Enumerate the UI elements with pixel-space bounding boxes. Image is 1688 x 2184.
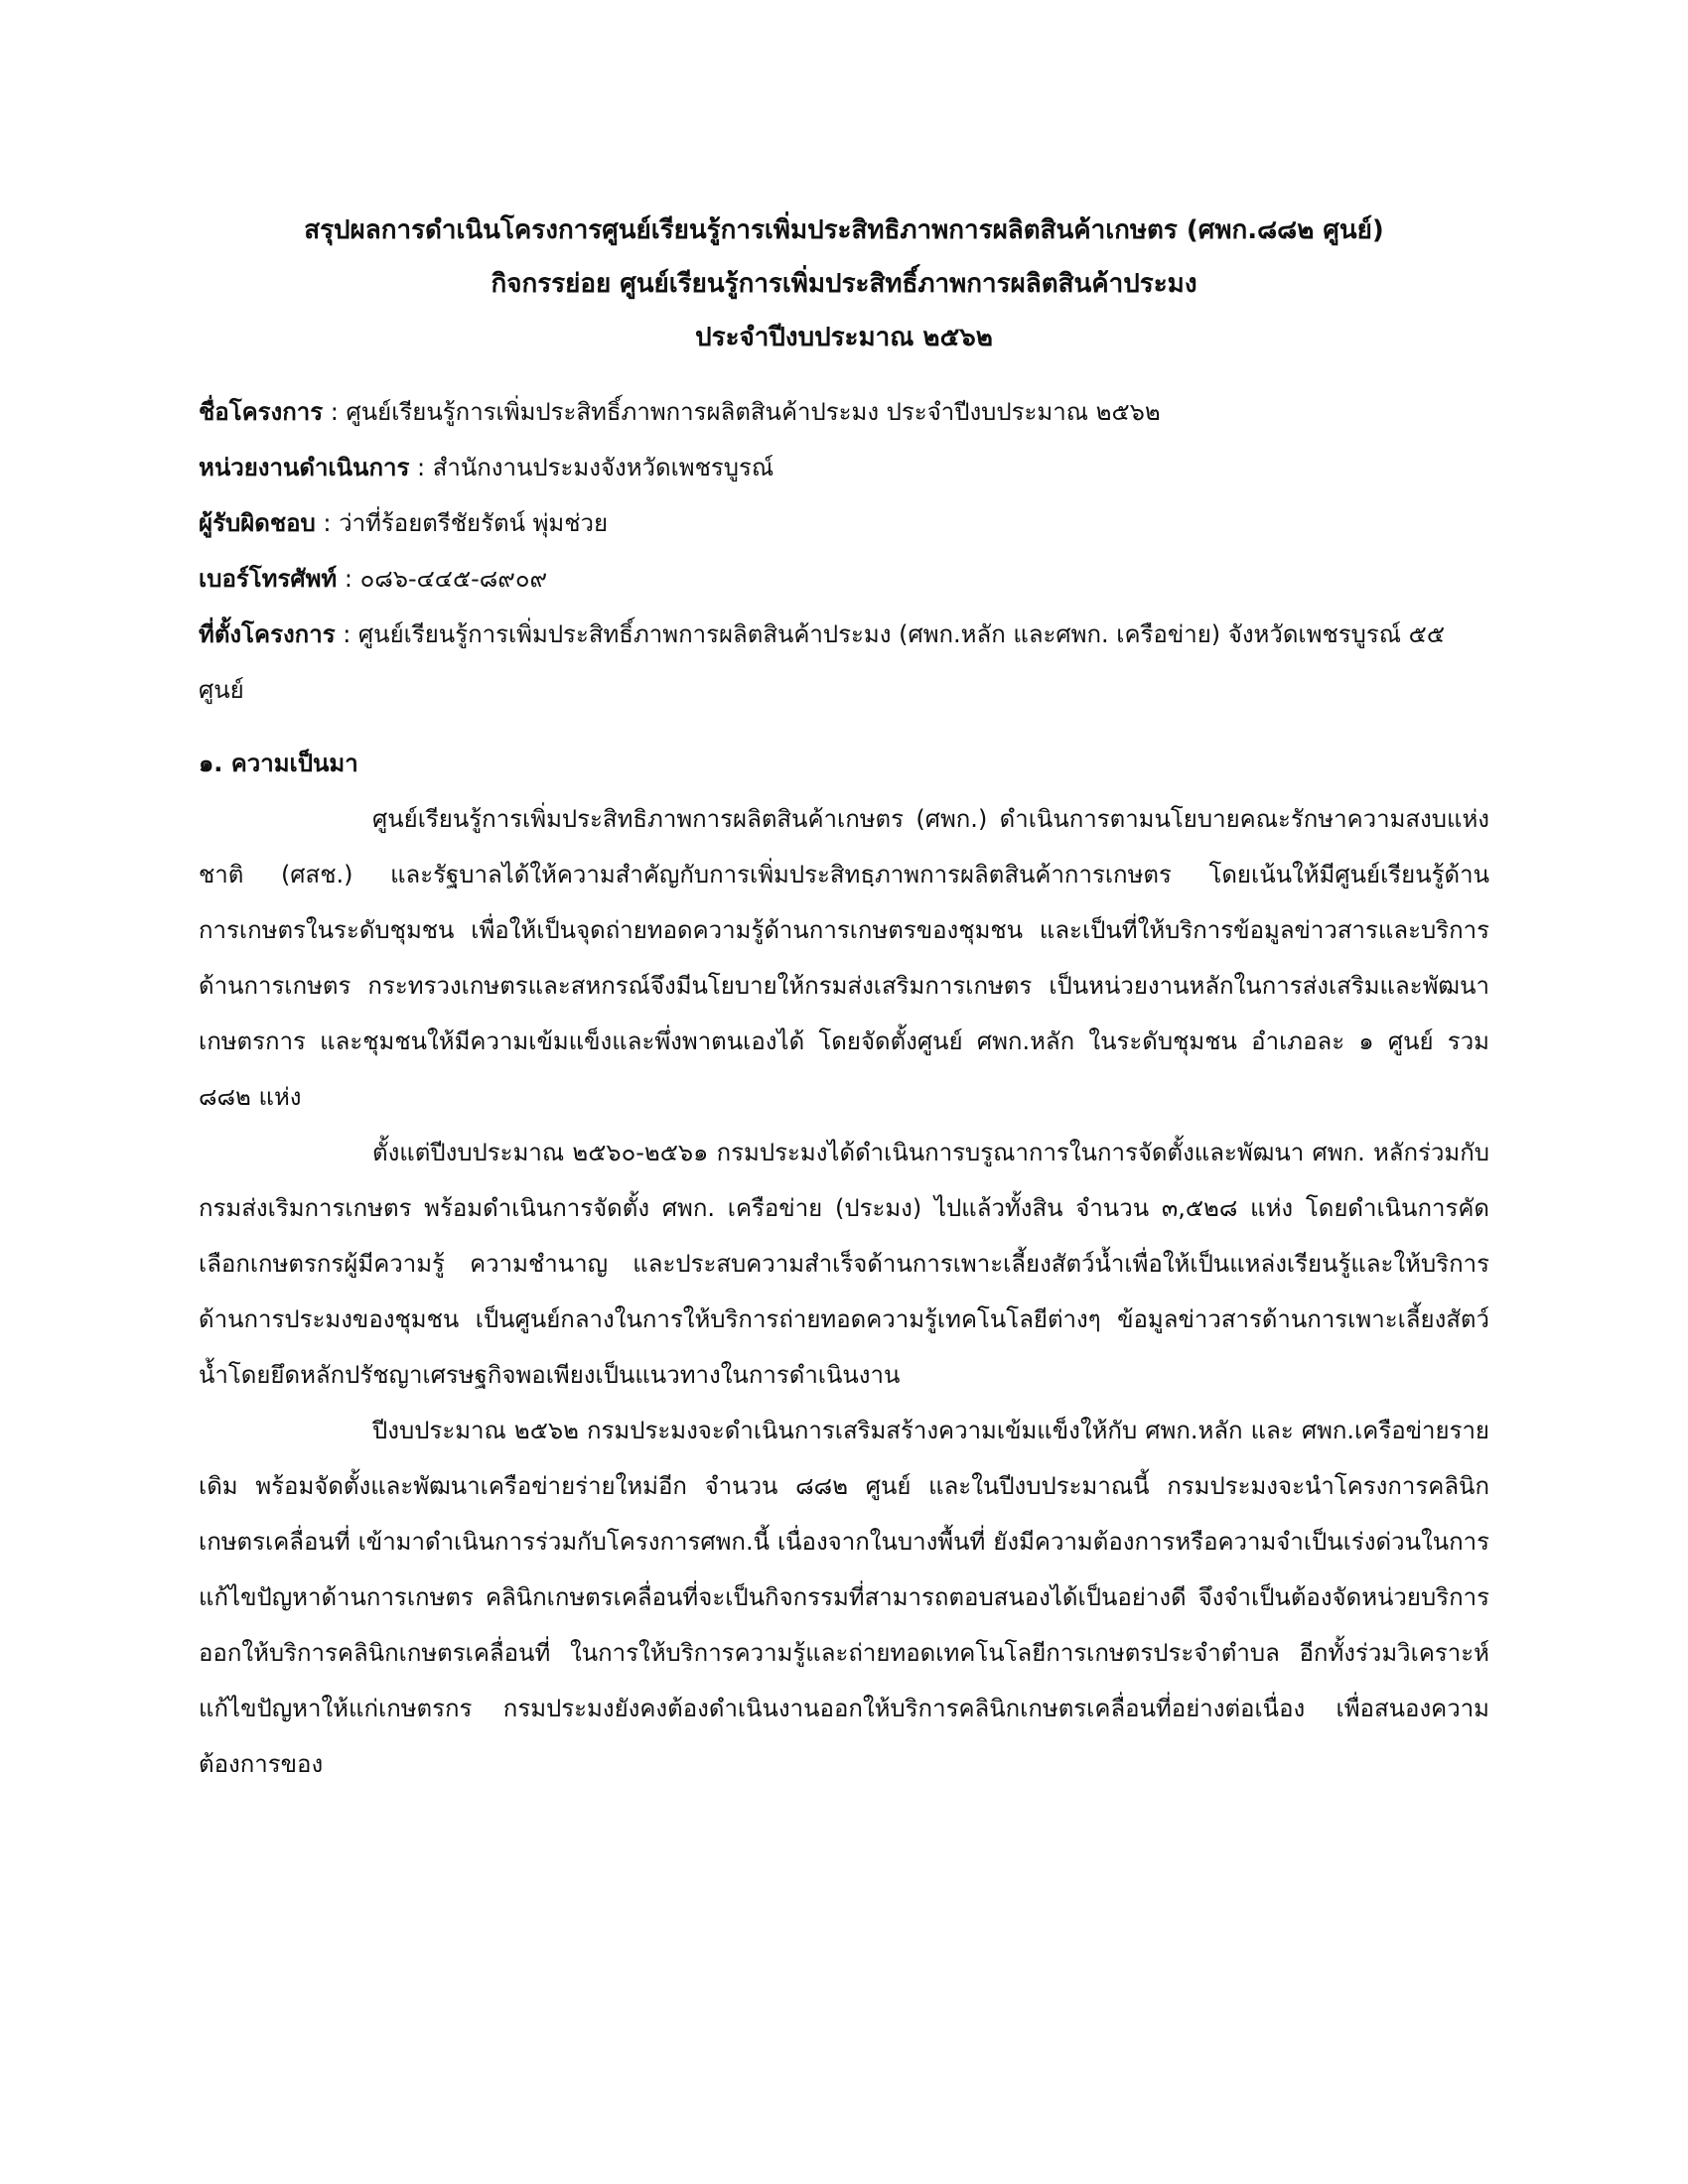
section-heading: ๑. ความเป็นมา	[199, 750, 358, 777]
phone-row	[199, 551, 1489, 607]
paragraph-2: ตั้งแต่ปีงบประมาณ ๒๕๖๐-๒๕๖๑ กรมประมงได้ดำเนินการบรูณาการในการจัดตั้งและพัฒนา ศพก. หลักร่วมกับกรมส่งเริมการเกษตร พร้อมดำเนินการจัดตั้ง ศพก. เครือข่าย (ประมง) ไปแล้วทั้งสิน จำนวน ๓,๕๒๘ แห่ง โดยดำเนินการคัดเลือกเกษตรกรผู้มีความรู้ ความชำนาญ และประสบความสำเร็จด้านการเพาะเลี้ยงสัตว์น้ำเพื่อให้เป็นแหล่งเรียนรู้และให้บริการด้านการประมงของชุมชน เป็นศูนย์กลางในการให้บริการถ่ายทอดความรู้เทคโนโลยีต่างๆ ข้อมูลข่าวสารด้านการเพาะเลี้ยงสัตว์น้ำโดยยึดหลักปรัชญาเศรษฐกิจพอเพียงเป็นแนวทางในการดำเนินงาน	[199, 1139, 1489, 1389]
title-line-3: ประจำปีงบประมาณ ๒๕๖๒	[695, 323, 993, 352]
agency-separator: :	[409, 454, 433, 481]
phone-value: ๐๘๖-๔๔๕-๘๙๐๙	[359, 565, 548, 593]
section-background	[199, 736, 1489, 1792]
project-name-value: ศูนย์เรียนรู้การเพิ่มประสิทธิ์ภาพการผลิตสินค้าประมง ประจำปีงบประมาณ ๒๕๖๒	[346, 398, 1161, 426]
agency-row	[199, 440, 1489, 495]
responsible-value: ว่าที่ร้อยตรีชัยรัตน์ พุ่มช่วย	[339, 509, 609, 537]
document-page	[199, 204, 1489, 1792]
responsible-row	[199, 495, 1489, 551]
agency-value: สำนักงานประมงจังหวัดเพชรบูรณ์	[432, 454, 774, 481]
paragraph-1: ศูนย์เรียนรู้การเพิ่มประสิทธิภาพการผลิตสินค้าเกษตร (ศพก.) ดำเนินการตามนโยบายคณะรักษาความสงบแห่งชาติ (ศสช.) และรัฐบาลได้ให้ความสำคัญกับการเพิ่มประสิทธฺภาพการผลิตสินค้าการเกษตร โดยเน้นให้มีศูนย์เรียนรู้ด้านการเกษตรในระดับชุมชน เพื่อให้เป็นจุดถ่ายทอดความรู้ด้านการเกษตรของชุมชน และเป็นที่ให้บริการข้อมูลข่าวสารและบริการด้านการเกษตร กระทรวงเกษตรและสหกรณ์จึงมีนโยบายให้กรมส่งเสริมการเกษตร เป็นหน่วยงานหลักในการส่งเสริมและพัฒนาเกษตรการ และชุมชนให้มีความเข้มแข็งและพึ่งพาตนเองได้ โดยจัดตั้งศูนย์ ศพก.หลัก ในระดับชุมชน อำเภอละ ๑ ศูนย์ รวม ๘๘๒ แห่ง	[199, 805, 1489, 1111]
document-title	[199, 204, 1489, 364]
title-line-1: สรุปผลการดำเนินโครงการศูนย์เรียนรู้การเพิ่มประสิทธิภาพการผลิตสินค้าเกษตร (ศพก.๘๘๒ ศูนย์)	[304, 215, 1384, 245]
agency-label: หน่วยงานดำเนินการ	[199, 454, 410, 481]
project-name-label: ชื่อโครงการ	[199, 398, 324, 426]
responsible-label: ผู้รับผิดชอบ	[199, 509, 316, 537]
responsible-separator: :	[315, 509, 340, 537]
paragraph-3: ปีงบประมาณ ๒๕๖๒ กรมประมงจะดำเนินการเสริมสร้างความเข้มแข็งให้กับ ศพก.หลัก และ ศพก.เครือข่ายรายเดิม พร้อมจัดตั้งและพัฒนาเครือข่ายร่ายใหม่อีก จำนวน ๘๘๒ ศูนย์ และในปีงบประมาณนี้ กรมประมงจะนำโครงการคลินิกเกษตรเคลื่อนที่ เข้ามาดำเนินการร่วมกับโครงการศพก.นี้ เนื่องจากในบางพื้นที่ ยังมีความต้องการหรือความจำเป็นเร่งด่วนในการแก้ไขปัญหาด้านการเกษตร คลินิกเกษตรเคลื่อนที่จะเป็นกิจกรรมที่สามารถตอบสนองได้เป็นอย่างดี จึงจำเป็นต้องจัดหน่วยบริการออกให้บริการคลินิกเกษตรเคลื่อนที่ ในการให้บริการความรู้และถ่ายทอดเทคโนโลยีการเกษตรประจำตำบล อีกทั้งร่วมวิเคราะห์ แก้ไขปัญหาให้แก่เกษตรกร กรมประมงยังคงต้องดำเนินงานออกให้บริการคลินิกเกษตรเคลื่อนที่อย่างต่อเนื่อง เพื่อสนองความต้องการของ	[199, 1417, 1489, 1778]
phone-label: เบอร์โทรศัพท์	[199, 565, 338, 593]
project-metadata	[199, 384, 1489, 718]
location-label: ที่ตั้งโครงการ	[199, 620, 336, 648]
location-row	[199, 607, 1489, 718]
location-separator: :	[335, 620, 358, 648]
title-line-2: กิจกรรย่อย ศูนย์เรียนรู้การเพิ่มประสิทธิ์ภาพการผลิตสินค้าประมง	[491, 269, 1197, 299]
project-name-row	[199, 384, 1489, 440]
location-value: ศูนย์เรียนรู้การเพิ่มประสิทธิ์ภาพการผลิตสินค้าประมง (ศพก.หลัก และศพก. เครือข่าย) จังหวัดเพชรบูรณ์ ๕๕ ศูนย์	[199, 620, 1445, 704]
project-name-separator: :	[323, 398, 347, 426]
phone-separator: :	[337, 565, 360, 593]
